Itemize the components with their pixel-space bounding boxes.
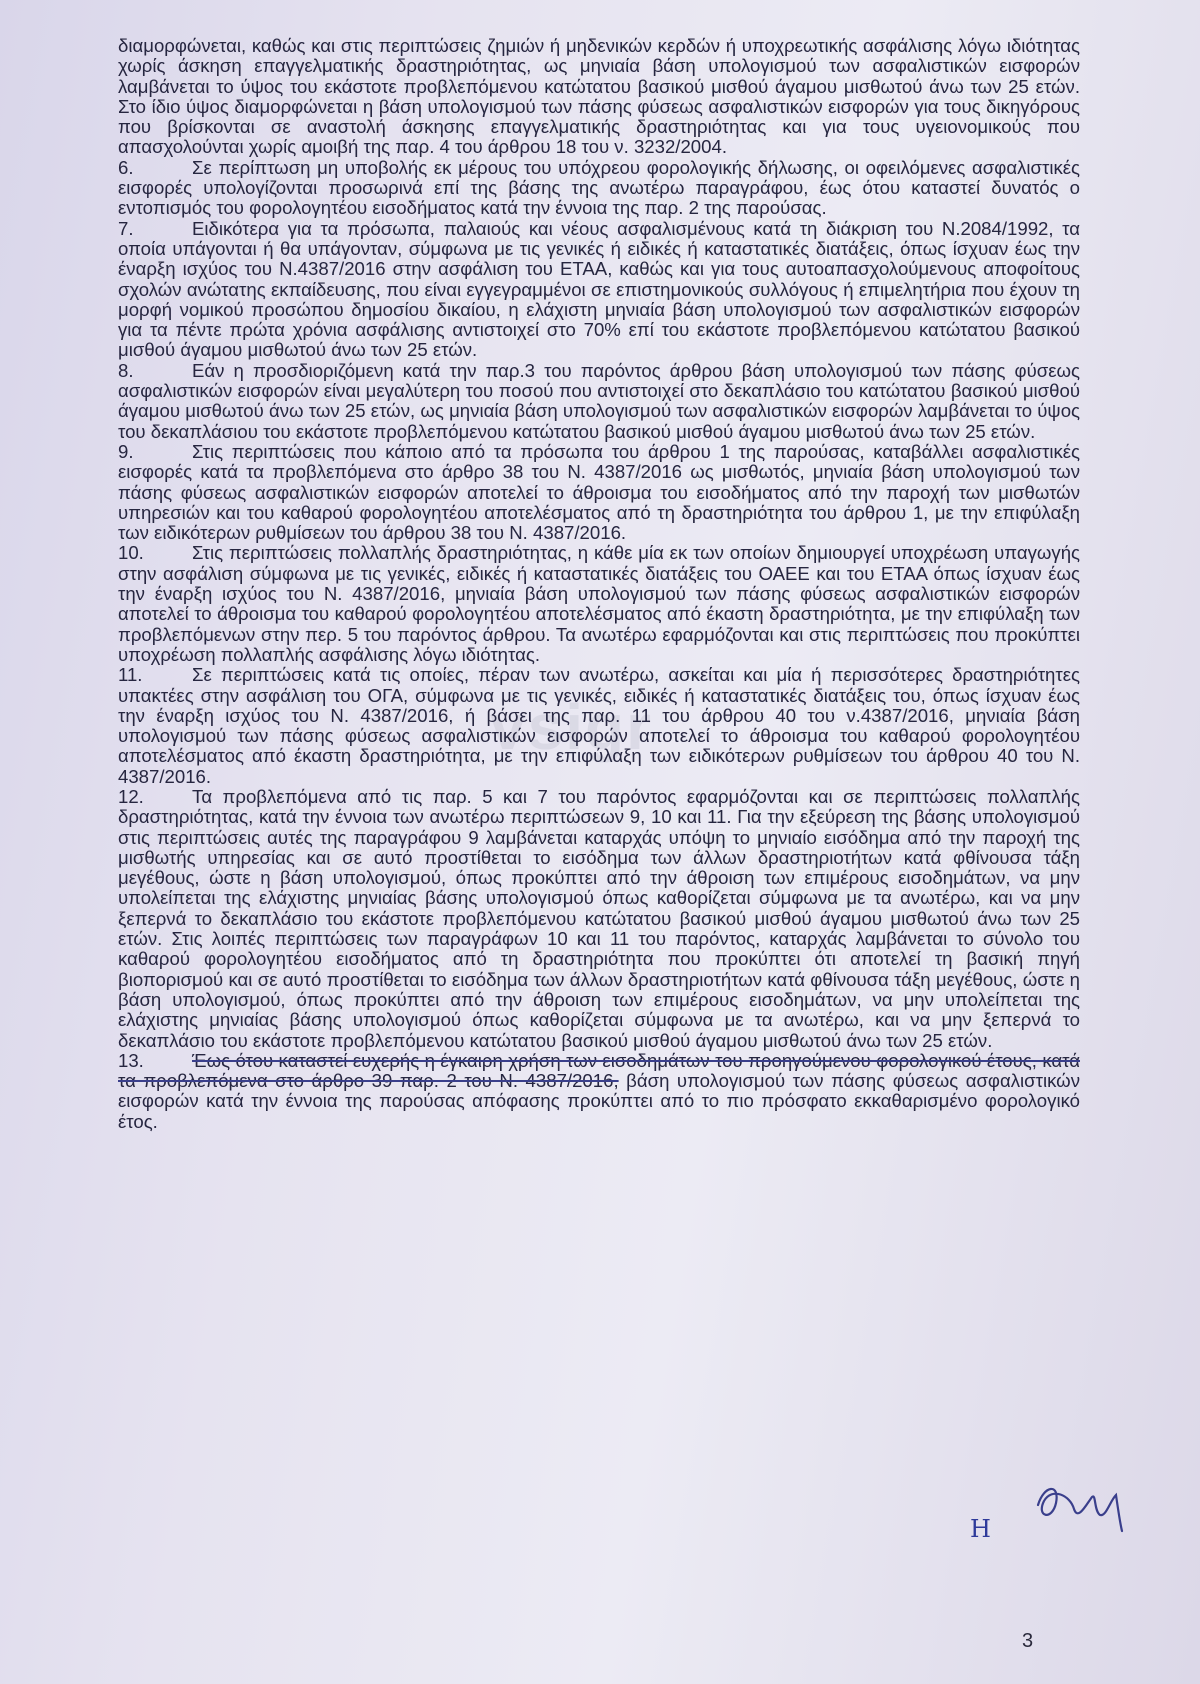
paragraph-number: 8. <box>118 359 134 381</box>
paragraph-text: Τα προβλεπόμενα από τις παρ. 5 και 7 του παρόντος εφαρμόζονται και σε περιπτώσεις πολλαπλής δραστηριότητας, κατά την έννοια των ανωτέρω περιπτώσεων 9, 10 και 11. Για την εξεύρεση της βάσης υπολογισμού στις περιπτώσεις αυτές της παραγράφου 9 λαμβάνεται καταρχάς υπόψη το μηνιαίο εισόδημα από την παροχή της μισθωτής υπηρεσίας και σε αυτό προστίθεται το εισόδημα των άλλων δραστηριοτήτων κατά φθίνουσα τάξη μεγέθους, ώστε η βάση υπολογισμού, όπως προκύπτει από την άθροιση των επιμέρους εισοδημάτων, να μην υπολείπεται της ελάχιστης μηνιαίας βάσης υπολογισμού όπως καθορίζεται σύμφωνα με τα ανωτέρω, και να μην ξεπερνά το δεκαπλάσιο του εκάστοτε προβλεπόμενου κατώτατου βασικού μισθού άγαμου μισθωτού άνω των 25 ετών. Στις λοιπές περιπτώσεις των παραγράφων 10 και 11 του παρόντος, καταρχάς λαμβάνεται το σύνολο του καθαρού φορολογητέου εισοδήματος από τη δραστηριότητα που προκύπτει ότι αποτελεί τη βασική πηγή βιοπορισμού και σε αυτό προστίθεται το εισόδημα των άλλων δραστηριοτήτων κατά φθίνουσα τάξη μεγέθους, ώστε η βάση υπολογισμού, όπως προκύπτει από την άθροιση των επιμέρους εισοδημάτων, να μην υπολείπεται της ελάχιστης μηνιαίας βάσης υπολογισμού όπως καθορίζεται σύμφωνα με τα ανωτέρω, και να μην ξεπερνά το δεκαπλάσιο του εκάστοτε προβλεπόμενου κατώτατου βασικού μισθού άγαμου μισθωτού άνω των 25 ετών. <box>118 785 1080 1051</box>
paragraph-text: Σε περιπτώσεις κατά τις οποίες, πέραν των ανωτέρω, ασκείται και μία ή περισσότερες δραστηριότητες υπακτέες στην ασφάλιση του ΟΓΑ, σύμφωνα με τις γενικές, ειδικές ή καταστατικές διατάξεις του, όπως ίσχυαν έως την έναρξη ισχύος του Ν. 4387/2016, ή βάσει της παρ. 11 του άρθρου 40 του ν.4387/2016, μηνιαία βάση υπολογισμού των πάσης φύσεως ασφαλιστικών εισφορών αποτελεί το άθροισμα του καθαρού φορολογητέου αποτελέσματος από έκαστη δραστηριότητα, με την επιφύλαξη των ειδικότερων ρυθμίσεων του άρθρου 40 του Ν. 4387/2016. <box>118 664 1080 787</box>
struck-text: Έως ότου καταστεί ευχερής η έγκαιρη χρήση των εισοδημάτων του προηγούμενου φορολογικού έτους, κατά τα προβλεπόμενα στο άρθρο 39 παρ. 2 του Ν. 4387/2016, <box>118 1049 1080 1092</box>
paragraph-number: 9. <box>118 440 134 462</box>
paragraph-6 <box>118 158 1080 219</box>
paragraph-8 <box>118 361 1080 442</box>
paragraph-7 <box>118 219 1080 361</box>
handwritten-margin-mark: Η <box>970 1515 991 1543</box>
document-body <box>118 36 1080 1132</box>
paragraph-11 <box>118 665 1080 787</box>
paragraph-12 <box>118 787 1080 1051</box>
paragraph-number: 12. <box>118 785 144 807</box>
paragraph-10 <box>118 543 1080 665</box>
paragraph-number: 10. <box>118 542 144 564</box>
paragraph-text: Στις περιπτώσεις πολλαπλής δραστηριότητας, η κάθε μία εκ των οποίων δημιουργεί υποχρέωση υπαγωγής στην ασφάλιση σύμφωνα με τις γενικές, ειδικές ή καταστατικές διατάξεις του ΟΑΕΕ και του ΕΤΑΑ όπως ίσχυαν έως την έναρξη ισχύος του Ν. 4387/2016, μηνιαία βάση υπολογισμού των πάσης φύσεως ασφαλιστικών εισφορών αποτελεί το άθροισμα του καθαρού φορολογητέου αποτελέσματος από έκαστη δραστηριότητα, με την επιφύλαξη των προβλεπόμενων στην περ. 5 του παρόντος άρθρου. Τα ανωτέρω εφαρμόζονται και στις περιπτώσεις που προκύπτει υποχρέωση πολλαπλής ασφάλισης λόγω ιδιότητας. <box>118 542 1080 665</box>
page-number: 3 <box>1022 1630 1034 1652</box>
intro-paragraph: διαμορφώνεται, καθώς και στις περιπτώσεις ζημιών ή μηδενικών κερδών ή υποχρεωτικής ασφάλισης λόγω ιδιότητας χωρίς άσκηση επαγγελματικής δραστηριότητας, ως μηνιαία βάση υπολογισμού των ασφαλιστικών εισφορών λαμβάνεται το ύψος του εκάστοτε προβλεπόμενου κατώτατου βασικού μισθού άγαμου μισθωτού άνω των 25 ετών. Στο ίδιο ύψος διαμορφώνεται η βάση υπολογισμού των πάσης φύσεως ασφαλιστικών εισφορών για τους δικηγόρους που βρίσκονται σε αναστολή άσκησης επαγγελματικής δραστηριότητας και για τους υγειονομικούς που απασχολούνται χωρίς αμοιβή της παρ. 4 του άρθρου 18 του ν. 3232/2004. <box>118 35 1080 158</box>
paragraph-text: βάση υπολογισμού των πάσης φύσεως ασφαλιστικών εισφορών κατά την έννοια της παρούσας απόφασης προκύπτει από το πιο πρόσφατο εκκαθαρισμένο φορολογικό έτος. <box>118 1070 1080 1132</box>
watermark: vsigr <box>490 691 653 763</box>
paragraph-number: 7. <box>118 217 134 239</box>
paragraph-text: Ειδικότερα για τα πρόσωπα, παλαιούς και νέους ασφαλισμένους κατά τη διάκριση του Ν.2084/1992, τα οποία υπάγονται ή θα υπάγονταν, σύμφωνα με τις γενικές ή ειδικές ή καταστατικές διατάξεις, όπως ίσχυαν έως την έναρξη ισχύος του Ν.4387/2016 στην ασφάλιση του ΕΤΑΑ, καθώς και για τους αυτοαπασχολούμενους αποφοίτους σχολών ανώτατης εκπαίδευσης, που είναι εγγεγραμμένοι σε επιστημονικούς συλλόγους ή επιμελητήρια που έχουν τη μορφή νομικού προσώπου δημοσίου δικαίου, η ελάχιστη μηνιαία βάση υπολογισμού των ασφαλιστικών εισφορών για τα πέντε πρώτα χρόνια ασφάλισης αντιστοιχεί στο 70% επί του εκάστοτε προβλεπόμενου κατώτατου βασικού μισθού άγαμου μισθωτού άνω των 25 ετών. <box>118 217 1080 361</box>
paragraph-text: Εάν η προσδιοριζόμενη κατά την παρ.3 του παρόντος άρθρου βάση υπολογισμού των πάσης φύσεως ασφαλιστικών εισφορών είναι μεγαλύτερη του ποσού που αντιστοιχεί στο δεκαπλάσιο του κατώτατου βασικού μισθού άγαμου μισθωτού άνω των 25 ετών, ως μηνιαία βάση υπολογισμού των ασφαλιστικών εισφορών λαμβάνεται το ύψος του δεκαπλάσιου του εκάστοτε προβλεπόμενου κατώτατου βασικού μισθού άγαμου μισθωτού άνω των 25 ετών. <box>118 359 1080 442</box>
paragraph-text: Στις περιπτώσεις που κάποιο από τα πρόσωπα του άρθρου 1 της παρούσας, καταβάλλει ασφαλιστικές εισφορές κατά τα προβλεπόμενα στο άρθρο 38 του Ν. 4387/2016 ως μισθωτός, μηνιαία βάση υπολογισμού των πάσης φύσεως ασφαλιστικών εισφορών αποτελεί το άθροισμα του εισοδήματος από την παροχή των μισθωτών υπηρεσιών και του καθαρού φορολογητέου αποτελέσματος από τη δραστηριότητα του άρθρου 1, με την επιφύλαξη των ειδικότερων ρυθμίσεων του άρθρου 38 του Ν. 4387/2016. <box>118 440 1080 544</box>
paragraph-9 <box>118 442 1080 543</box>
handwritten-initials <box>1030 1465 1140 1535</box>
paragraph-number: 11. <box>118 664 143 686</box>
paragraph-number: 13. <box>118 1049 144 1071</box>
paragraph-13 <box>118 1051 1080 1132</box>
paragraph-text: Σε περίπτωση μη υποβολής εκ μέρους του υπόχρεου φορολογικής δήλωσης, οι οφειλόμενες ασφαλιστικές εισφορές υπολογίζονται προσωρινά επί της βάσης της ανωτέρω παραγράφου, έως ότου καταστεί δυνατός ο εντοπισμός του φορολογητέου εισοδήματος κατά την έννοια της παρ. 2 της παρούσας. <box>118 156 1080 219</box>
paragraph-number: 6. <box>118 156 134 178</box>
